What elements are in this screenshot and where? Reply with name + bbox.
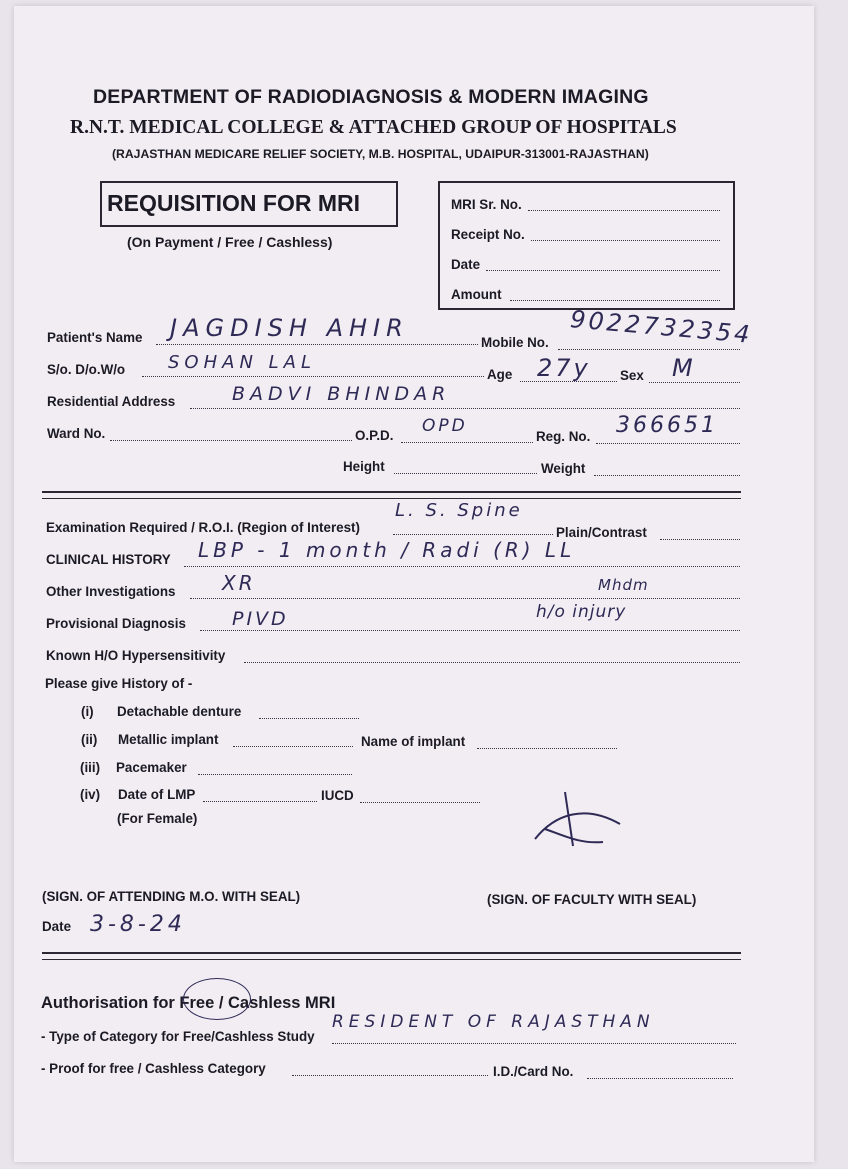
- form-subtitle: (On Payment / Free / Cashless): [127, 234, 333, 250]
- relation-label: S/o. D/o.W/o: [47, 362, 126, 377]
- hypersensitivity-field[interactable]: [244, 662, 740, 663]
- provisional-diagnosis-label: Provisional Diagnosis: [46, 616, 186, 631]
- implant-name-field[interactable]: [477, 748, 617, 749]
- divider: [42, 959, 741, 960]
- iucd-label: IUCD: [321, 788, 354, 803]
- item-number: (i): [81, 704, 94, 719]
- address-label: Residential Address: [47, 394, 176, 409]
- height-field[interactable]: [394, 473, 537, 474]
- divider: [42, 491, 741, 493]
- divider: [42, 498, 741, 499]
- lmp-label: Date of LMP: [118, 787, 196, 802]
- provisional-diagnosis-value: PIVD: [232, 608, 289, 630]
- lmp-field[interactable]: [203, 801, 317, 802]
- patient-name-value: JAGDISH AHIR: [170, 314, 409, 342]
- pacemaker-field[interactable]: [198, 774, 352, 775]
- sex-field[interactable]: [649, 382, 740, 383]
- proof-field[interactable]: [292, 1075, 488, 1076]
- category-value: RESIDENT OF RAJASTHAN: [332, 1012, 655, 1032]
- authorisation-title: Authorisation for Free / Cashless MRI: [41, 994, 336, 1012]
- sex-value: M: [672, 354, 696, 382]
- metallic-implant-field[interactable]: [233, 746, 353, 747]
- category-label: - Type of Category for Free/Cashless Study: [41, 1029, 315, 1044]
- exam-value: L. S. Spine: [395, 500, 523, 521]
- for-female-note: (For Female): [117, 811, 198, 826]
- exam-field[interactable]: [393, 534, 553, 535]
- sign-date-label: Date: [42, 919, 72, 934]
- opd-label: O.P.D.: [355, 428, 394, 443]
- other-investigations-note: Mhdm: [598, 576, 649, 594]
- reg-label: Reg. No.: [536, 429, 591, 444]
- form-title-box: [100, 181, 398, 227]
- history-prompt: Please give History of -: [45, 676, 193, 691]
- item-number: (iii): [80, 760, 101, 775]
- category-field[interactable]: [332, 1043, 736, 1044]
- relation-value: SOHAN LAL: [168, 352, 316, 373]
- reg-field[interactable]: [596, 443, 740, 444]
- item-number: (iv): [80, 787, 101, 802]
- sign-date-value: 3-8-24: [90, 912, 186, 937]
- height-label: Height: [343, 459, 385, 474]
- amount-field[interactable]: [510, 300, 720, 301]
- denture-field[interactable]: [259, 718, 359, 719]
- other-investigations-value: XR: [222, 571, 256, 595]
- attending-signature-label: (SIGN. OF ATTENDING M.O. WITH SEAL): [42, 889, 301, 904]
- iucd-field[interactable]: [360, 802, 480, 803]
- weight-field[interactable]: [594, 475, 740, 476]
- proof-label: - Proof for free / Cashless Category: [41, 1061, 266, 1076]
- item-number: (ii): [81, 732, 98, 747]
- receipt-field[interactable]: [531, 240, 720, 241]
- mri-sr-field[interactable]: [528, 210, 720, 211]
- date-box-label: Date: [451, 257, 481, 272]
- mri-sr-label: MRI Sr. No.: [451, 197, 522, 212]
- mobile-field[interactable]: [558, 349, 740, 350]
- provisional-diagnosis-field[interactable]: [200, 630, 740, 631]
- plain-contrast-field[interactable]: [660, 539, 740, 540]
- society-line: (RAJASTHAN MEDICARE RELIEF SOCIETY, M.B. HOSPITAL, UDAIPUR-313001-RAJASTHAN): [112, 147, 649, 161]
- denture-label: Detachable denture: [117, 704, 242, 719]
- pacemaker-label: Pacemaker: [116, 760, 187, 775]
- department-title: DEPARTMENT OF RADIODIAGNOSIS & MODERN IMAGING: [93, 86, 649, 108]
- ward-field[interactable]: [110, 440, 352, 441]
- exam-label: Examination Required / R.O.I. (Region of Interest): [46, 520, 360, 535]
- weight-label: Weight: [541, 461, 586, 476]
- clinical-history-label: CLINICAL HISTORY: [46, 552, 171, 567]
- other-investigations-field[interactable]: [190, 598, 740, 599]
- patient-name-label: Patient's Name: [47, 330, 143, 345]
- faculty-signature-label: (SIGN. OF FACULTY WITH SEAL): [487, 892, 697, 907]
- amount-label: Amount: [451, 287, 502, 302]
- provisional-diagnosis-note: h/o injury: [536, 602, 627, 622]
- age-label: Age: [487, 367, 513, 382]
- id-card-label: I.D./Card No.: [493, 1064, 574, 1079]
- mobile-value: 9022732354: [569, 305, 754, 349]
- date-box-field[interactable]: [486, 270, 720, 271]
- opd-value: OPD: [422, 416, 468, 436]
- clinical-history-field[interactable]: [184, 566, 740, 567]
- relation-field[interactable]: [142, 376, 484, 377]
- hypersensitivity-label: Known H/O Hypersensitivity: [46, 648, 226, 663]
- receipt-label: Receipt No.: [451, 227, 525, 242]
- implant-name-label: Name of implant: [361, 734, 466, 749]
- metallic-implant-label: Metallic implant: [118, 732, 219, 747]
- age-value: 27y: [537, 354, 591, 382]
- divider: [42, 952, 741, 954]
- form-title: REQUISITION FOR MRI: [107, 190, 360, 216]
- opd-field[interactable]: [401, 442, 533, 443]
- ward-label: Ward No.: [47, 426, 106, 441]
- clinical-history-value: LBP - 1 month / Radi (R) LL: [198, 538, 576, 562]
- mobile-label: Mobile No.: [481, 335, 549, 350]
- plain-contrast-label: Plain/Contrast: [556, 525, 647, 540]
- reg-value: 366651: [616, 413, 718, 438]
- address-value: BADVI BHINDAR: [232, 383, 451, 405]
- college-title: R.N.T. MEDICAL COLLEGE & ATTACHED GROUP OF HOSPITALS: [70, 117, 677, 138]
- free-circle-mark: [183, 978, 251, 1020]
- id-card-field[interactable]: [587, 1078, 733, 1079]
- other-investigations-label: Other Investigations: [46, 584, 176, 599]
- patient-name-field[interactable]: [156, 344, 478, 345]
- address-field[interactable]: [190, 408, 740, 409]
- sex-label: Sex: [620, 368, 644, 383]
